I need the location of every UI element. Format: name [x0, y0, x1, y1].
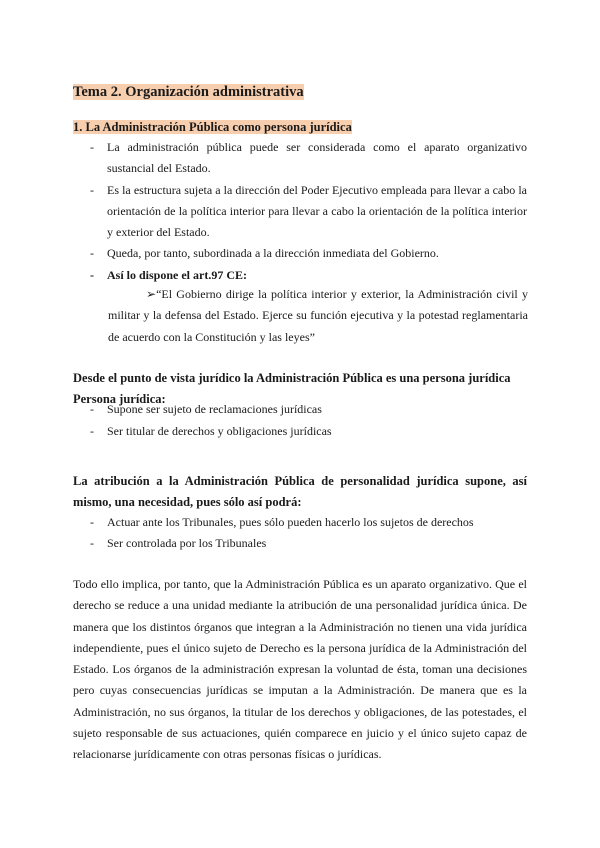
section-2-intro-line-1: Desde el punto de vista jurídico la Administración Pública es una persona jurídica	[73, 371, 511, 385]
dash-bullet: -	[90, 515, 94, 529]
section-3-intro-text: La atribución a la Administración Pública de personalidad jurídica supone, así mismo, una necesidad, pues sólo así podrá:	[73, 474, 527, 510]
quote-text: “El Gobierno dirige la política interior y exterior, la Administración civil y militar y la defensa del Estado. Ejerce su función ejecutiva y la potestad reglamentaria de acuerdo con la Constitución y las leyes”	[108, 287, 528, 344]
dash-bullet: -	[90, 402, 94, 417]
closing-paragraph	[73, 574, 527, 766]
list-item: - Queda, por tanto, subordinada a la dirección inmediata del Gobierno.	[73, 243, 527, 264]
arrow-bullet-icon: ➢	[146, 287, 157, 301]
list-item: - Es la estructura sujeta a la dirección del Poder Ejecutivo empleada para llevar a cabo la orientación de la política interior para llevar a cabo la orientación de la política interior y exterior del Estado.	[73, 180, 527, 244]
list-item: - La administración pública puede ser considerada como el aparato organizativo sustancial del Estado.	[73, 137, 527, 180]
section-3-intro	[73, 471, 527, 514]
dash-bullet: -	[90, 423, 94, 438]
dash-bullet: -	[90, 140, 94, 154]
constitution-quote	[108, 284, 528, 348]
section-1-heading	[73, 118, 527, 136]
section-2-intro-line-2: Persona jurídica:	[73, 392, 166, 407]
section-1-bullet-list	[73, 137, 527, 286]
list-item: - Ser titular de derechos y obligaciones jurídicas	[73, 421, 527, 442]
list-item: - Actuar ante los Tribunales, pues sólo pueden hacerlo los sujetos de derechos	[73, 512, 527, 533]
dash-bullet: -	[90, 182, 94, 197]
list-item: - Supone ser sujeto de reclamaciones jurídicas	[73, 399, 527, 420]
list-item: - Ser controlada por los Tribunales	[73, 533, 527, 554]
document-title	[73, 82, 527, 102]
dash-bullet: -	[90, 536, 94, 551]
title-highlight: Tema 2. Organización administrativa	[73, 84, 304, 100]
closing-paragraph-text: Todo ello implica, por tanto, que la Administración Pública es un aparato organizativo. Que el derecho se reduce a una unidad mediante la atribución de una personalidad jurídica única. De manera que los distintos órganos que integran a la Administración no tienen una vida jurídica independiente, pues el único sujeto de Derecho es la persona jurídica de la Administración del Estado. Los órganos de la administración expresan la voluntad de ésta, toman una decisiones pero cuyas consecuencias jurídicas se imputan a la Administración. De manera que es la Administración, no sus órganos, la titular de los derechos y obligaciones, de las potestades, el sujeto responsable de sus actuaciones, quién comparece en juicio y el único sujeto capaz de relacionarse jurídicamente con otras personas físicas o jurídicas.	[73, 577, 527, 762]
dash-bullet: -	[90, 246, 94, 261]
section-1-heading-text: 1. La Administración Pública como persona jurídica	[73, 120, 352, 134]
dash-bullet: -	[90, 267, 94, 282]
list-item: - Así lo dispone el art.97 CE:	[73, 265, 527, 286]
section-2-bullet-list	[73, 378, 527, 442]
section-3-bullet-list	[73, 512, 527, 555]
